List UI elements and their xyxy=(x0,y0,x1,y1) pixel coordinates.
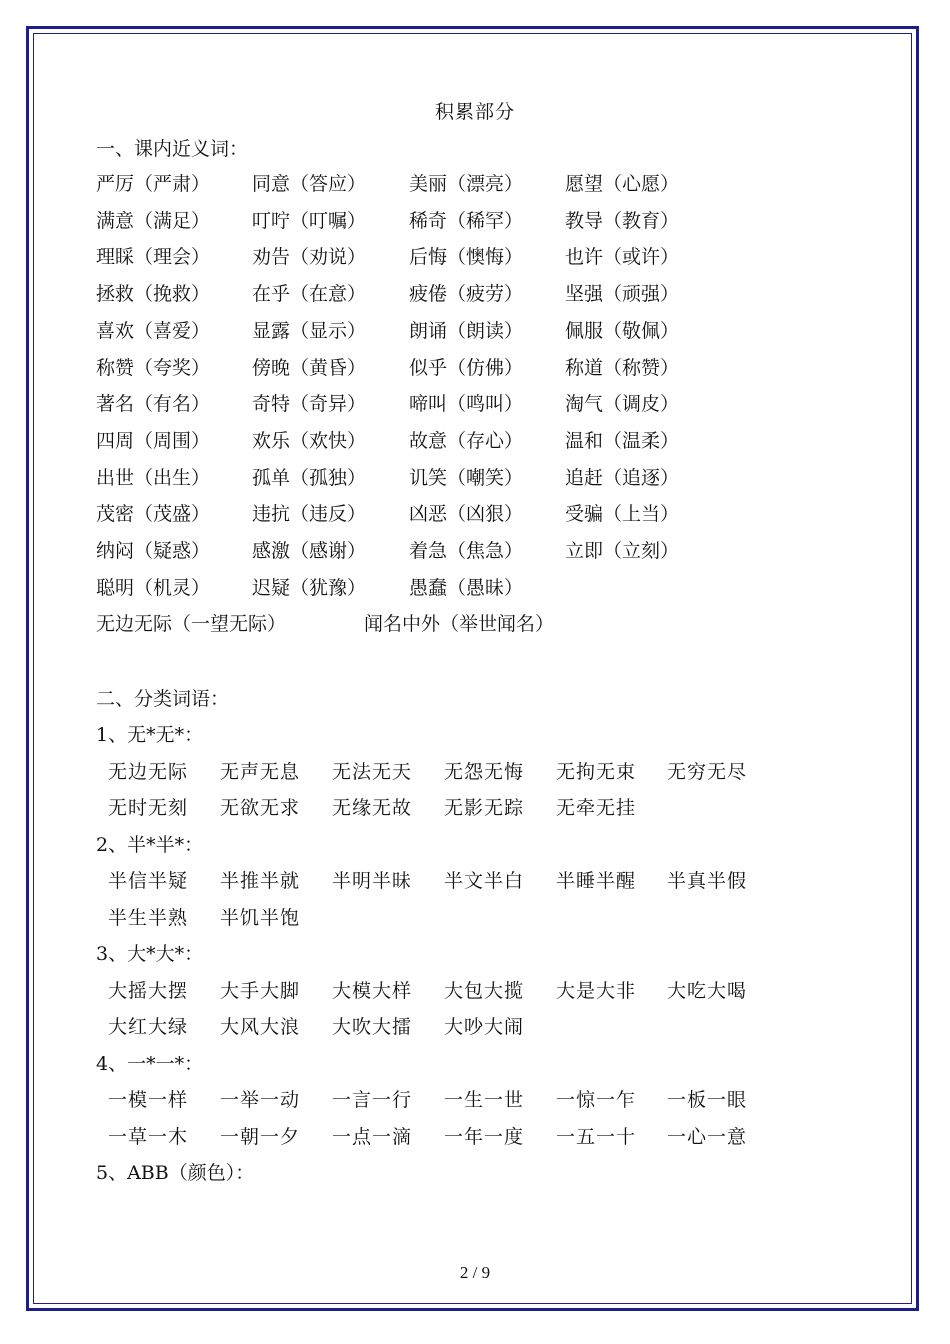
page-title: 积累部分 xyxy=(434,101,515,123)
synonym-pair: 四周（周围） xyxy=(96,429,211,452)
idiom: 半明半昧 xyxy=(332,870,413,892)
idiom: 无声无息 xyxy=(220,760,301,783)
synonym-pair: 迟疑（犹豫） xyxy=(252,576,367,599)
synonym-pair: 同意（答应） xyxy=(252,173,367,195)
synonym-pair: 着急（焦急） xyxy=(409,540,524,562)
idiom: 无穷无尽 xyxy=(667,760,748,783)
synonym-pair: 傍晚（黄昏） xyxy=(252,356,367,379)
synonym-pair: 坚强（顽强） xyxy=(565,283,680,306)
synonym-pair: 茂密（茂盛） xyxy=(96,503,211,526)
synonym-pair: 稀奇（稀罕） xyxy=(409,209,524,232)
synonym-pair: 叮咛（叮嘱） xyxy=(252,209,367,232)
idiom: 大包大揽 xyxy=(444,979,525,1002)
page-number: 2 / 9 xyxy=(459,1263,491,1282)
synonym-pair: 也许（或许） xyxy=(565,246,680,269)
synonym-pair: 似乎（仿佛） xyxy=(409,356,524,379)
synonym-pair: 立即（立刻） xyxy=(565,540,680,562)
idiom: 一模一样 xyxy=(108,1089,189,1111)
idiom: 大吵大闹 xyxy=(444,1016,525,1038)
synonym-pair: 愿望（心愿） xyxy=(565,173,680,195)
idiom: 一惊一乍 xyxy=(556,1089,637,1111)
idiom: 大风大浪 xyxy=(220,1016,301,1038)
idiom: 半文半白 xyxy=(444,870,525,892)
idiom: 一板一眼 xyxy=(667,1089,748,1111)
synonym-pair: 淘气（调皮） xyxy=(565,393,680,416)
synonym-pair: 聪明（机灵） xyxy=(96,576,211,599)
idiom: 一朝一夕 xyxy=(220,1125,301,1148)
idiom: 大是大非 xyxy=(556,979,637,1002)
idiom: 一草一木 xyxy=(108,1125,189,1148)
idiom: 大摇大摆 xyxy=(108,979,189,1002)
synonym-pair: 温和（温柔） xyxy=(565,429,680,452)
category-label: 4、一*一*： xyxy=(96,1052,204,1075)
synonym-pair: 称赞（夸奖） xyxy=(96,356,211,379)
idiom: 一年一度 xyxy=(444,1125,525,1148)
idiom: 一举一动 xyxy=(220,1089,301,1111)
synonym-pair: 后悔（懊悔） xyxy=(409,246,524,269)
synonym-pair: 美丽（漂亮） xyxy=(409,173,524,195)
synonym-pair: 凶恶（凶狠） xyxy=(409,503,524,526)
synonym-pair: 显露（显示） xyxy=(252,319,367,342)
idiom: 一生一世 xyxy=(444,1089,525,1111)
idiom: 一心一意 xyxy=(667,1125,748,1148)
synonym-pair: 拯救（挽救） xyxy=(96,283,211,306)
synonym-pair: 疲倦（疲劳） xyxy=(409,283,524,306)
synonym-pair: 感激（感谢） xyxy=(252,540,367,562)
idiom: 无法无天 xyxy=(332,760,413,783)
idiom: 无欲无求 xyxy=(220,797,301,819)
synonym-pair: 奇特（奇异） xyxy=(252,393,367,416)
idiom: 大模大样 xyxy=(332,979,413,1002)
idiom: 半推半就 xyxy=(220,870,301,892)
idiom: 无时无刻 xyxy=(108,797,189,819)
idiom: 半睡半醒 xyxy=(556,870,637,892)
synonym-pair: 佩服（敬佩） xyxy=(565,319,680,342)
synonym-pair: 追赶（追逐） xyxy=(565,466,680,489)
synonym-pair: 愚蠢（愚昧） xyxy=(409,576,524,599)
synonym-pair: 出世（出生） xyxy=(96,466,211,489)
category-label: 2、半*半*： xyxy=(96,833,204,856)
synonym-pair: 受骗（上当） xyxy=(565,503,680,526)
synonym-pair: 劝告（劝说） xyxy=(252,246,367,269)
idiom: 大红大绿 xyxy=(108,1016,189,1038)
synonym-pair: 孤单（孤独） xyxy=(252,466,367,489)
idiom: 无边无际 xyxy=(108,760,189,783)
category-label: 1、无*无*： xyxy=(96,724,204,746)
synonym-pair: 理睬（理会） xyxy=(96,246,211,269)
idiom: 无影无踪 xyxy=(444,797,525,819)
idiom: 一点一滴 xyxy=(332,1125,413,1148)
idiom: 大吃大喝 xyxy=(667,979,748,1002)
idiom: 半信半疑 xyxy=(108,870,189,892)
section2-heading: 二、分类词语： xyxy=(96,688,230,710)
synonym-pair: 在乎（在意） xyxy=(252,283,367,306)
idiom: 无拘无束 xyxy=(556,760,637,783)
synonym-pair: 朗诵（朗读） xyxy=(409,319,524,342)
synonym-pair: 讥笑（嘲笑） xyxy=(409,466,524,489)
idiom: 半生半熟 xyxy=(108,906,189,929)
synonym-pair: 严厉（严肃） xyxy=(96,173,211,195)
idiom: 大吹大擂 xyxy=(332,1016,413,1038)
synonym-pair: 闻名中外（举世闻名） xyxy=(364,613,555,635)
synonym-pair: 啼叫（鸣叫） xyxy=(409,393,524,416)
idiom: 半饥半饱 xyxy=(220,906,301,929)
idiom: 一言一行 xyxy=(332,1089,413,1111)
synonym-pair: 教导（教育） xyxy=(565,209,680,232)
synonym-pair: 称道（称赞） xyxy=(565,356,680,379)
synonym-pair: 故意（存心） xyxy=(409,429,524,452)
idiom: 无怨无悔 xyxy=(444,760,525,783)
synonym-pair: 无边无际（一望无际） xyxy=(96,613,287,635)
idiom: 无缘无故 xyxy=(332,797,413,819)
idiom: 半真半假 xyxy=(667,870,748,892)
synonym-pair: 满意（满足） xyxy=(96,209,211,232)
synonym-pair: 欢乐（欢快） xyxy=(252,429,367,452)
category-label: 3、大*大*： xyxy=(96,943,204,965)
idiom: 一五一十 xyxy=(556,1125,637,1148)
synonym-pair: 违抗（违反） xyxy=(252,503,367,526)
category-label: 5、ABB（颜色）： xyxy=(96,1162,255,1184)
synonym-pair: 纳闷（疑惑） xyxy=(96,540,211,562)
synonym-pair: 喜欢（喜爱） xyxy=(96,319,211,342)
idiom: 大手大脚 xyxy=(220,979,301,1002)
idiom: 无牵无挂 xyxy=(556,797,637,819)
synonym-pair: 著名（有名） xyxy=(96,393,211,416)
section1-heading: 一、课内近义词： xyxy=(96,138,249,160)
